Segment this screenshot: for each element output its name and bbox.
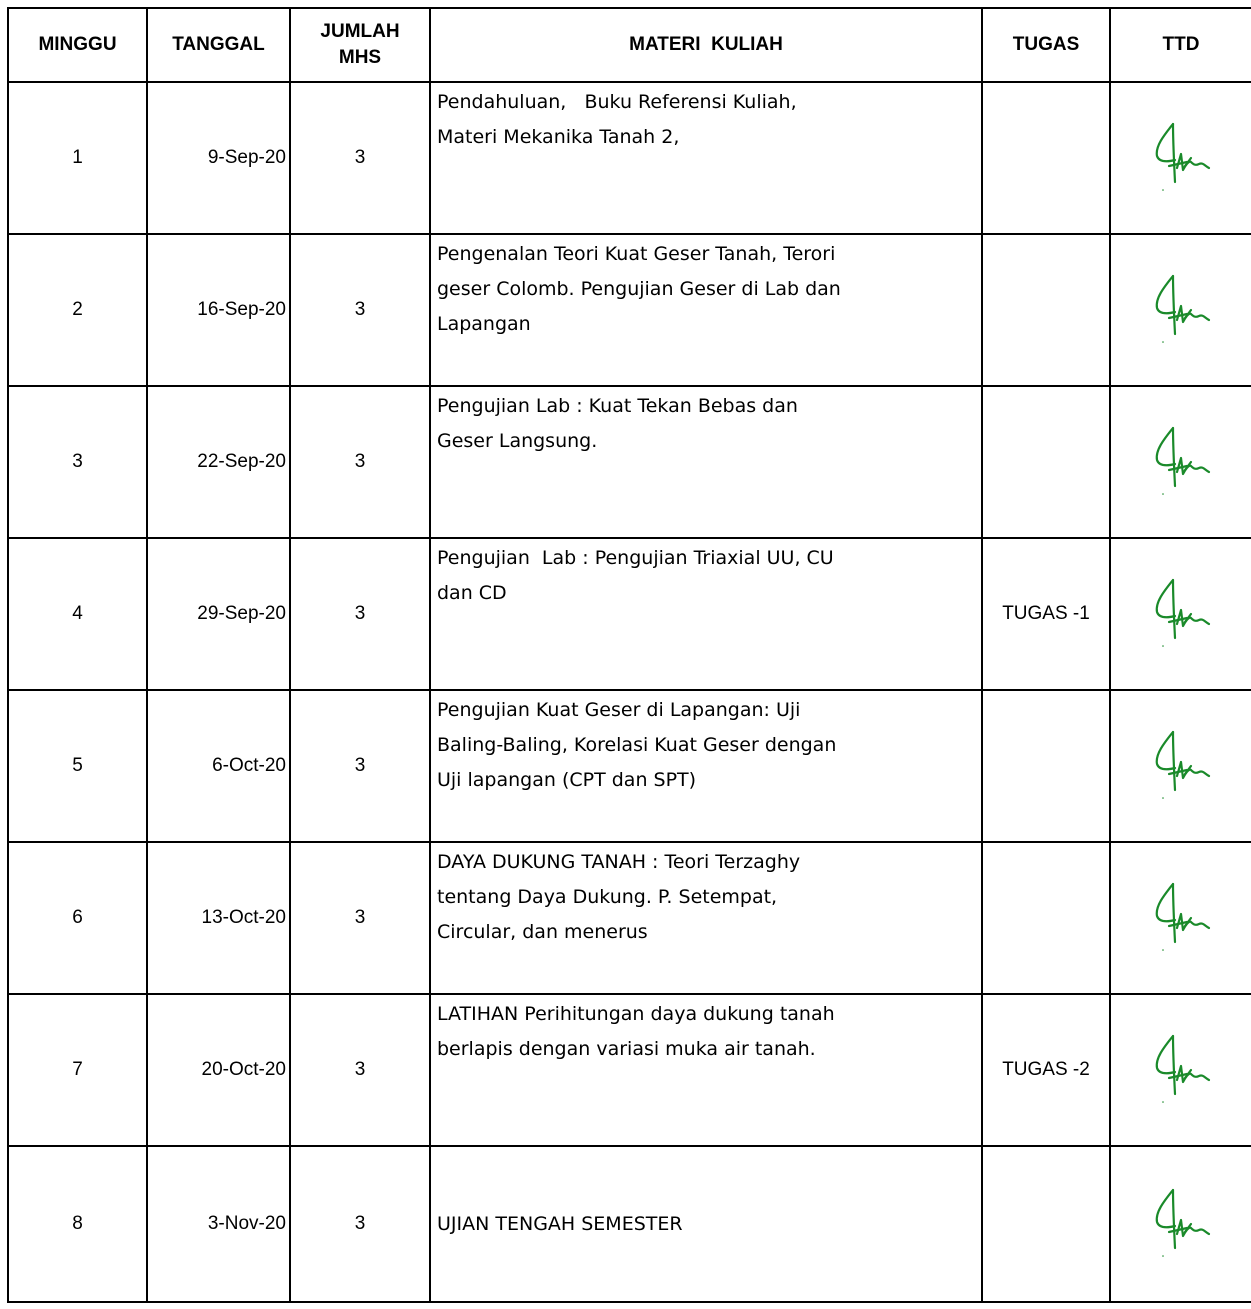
header-jumlah-line1: JUMLAH [320,21,400,42]
cell-minggu: 1 [8,82,147,234]
materi-line: dan CD [437,582,507,604]
table-row [8,842,1251,994]
cell-tugas [982,386,1110,538]
header-ttd: TTD [1110,8,1251,82]
attendance-sheet [7,7,1251,1303]
header-jumlah-mhs [290,8,430,82]
header-tugas: TUGAS [982,8,1110,82]
cell-tugas [982,842,1110,994]
signature-icon [1151,876,1211,956]
materi-line: DAYA DUKUNG TANAH : Teori Terzaghy [437,851,801,873]
materi-line: Circular, dan menerus [437,921,648,943]
cell-minggu: 5 [8,690,147,842]
cell-materi-kuliah [430,1146,982,1302]
materi-line: LATIHAN Perihitungan daya dukung tanah [437,1003,835,1025]
cell-jumlah-mhs: 3 [290,538,430,690]
materi-line: Pengujian Lab : Kuat Tekan Bebas dan [437,395,798,417]
table-row [8,386,1251,538]
materi-line: Pengujian Kuat Geser di Lapangan: Uji [437,699,801,721]
materi-line: Lapangan [437,313,531,335]
cell-tanggal: 3-Nov-20 [147,1146,290,1302]
header-row [8,8,1251,82]
materi-line: Pengujian Lab : Pengujian Triaxial UU, CU [437,547,834,569]
cell-jumlah-mhs: 3 [290,1146,430,1302]
table-row [8,994,1251,1146]
cell-ttd [1110,82,1251,234]
cell-tanggal: 6-Oct-20 [147,690,290,842]
cell-ttd [1110,386,1251,538]
cell-jumlah-mhs: 3 [290,234,430,386]
signature-icon [1151,724,1211,804]
cell-tugas [982,82,1110,234]
cell-minggu: 4 [8,538,147,690]
cell-materi-kuliah [430,842,982,994]
cell-jumlah-mhs: 3 [290,842,430,994]
cell-tugas: TUGAS -1 [982,538,1110,690]
materi-line: UJIAN TENGAH SEMESTER [437,1212,683,1235]
materi-line: Pendahuluan, Buku Referensi Kuliah, [437,91,797,113]
cell-tugas [982,1146,1110,1302]
cell-ttd [1110,994,1251,1146]
cell-minggu: 8 [8,1146,147,1302]
cell-materi-kuliah [430,538,982,690]
cell-materi-kuliah [430,82,982,234]
cell-minggu: 7 [8,994,147,1146]
signature-icon [1151,116,1211,196]
cell-jumlah-mhs: 3 [290,82,430,234]
signature-icon [1151,268,1211,348]
materi-line: Materi Mekanika Tanah 2, [437,126,680,148]
signature-icon [1151,1182,1211,1262]
cell-minggu: 2 [8,234,147,386]
cell-tugas [982,690,1110,842]
table-row [8,690,1251,842]
materi-line: Baling-Baling, Korelasi Kuat Geser dengan [437,734,837,756]
cell-ttd [1110,538,1251,690]
cell-ttd [1110,690,1251,842]
materi-line: geser Colomb. Pengujian Geser di Lab dan [437,278,841,300]
materi-line: Pengenalan Teori Kuat Geser Tanah, Terori [437,243,836,265]
materi-line: Uji lapangan (CPT dan SPT) [437,769,697,791]
header-materi-kuliah: MATERI KULIAH [430,8,982,82]
cell-tanggal: 13-Oct-20 [147,842,290,994]
cell-tanggal: 9-Sep-20 [147,82,290,234]
cell-materi-kuliah [430,386,982,538]
signature-icon [1151,1028,1211,1108]
cell-ttd [1110,842,1251,994]
signature-icon [1151,420,1211,500]
header-tanggal: TANGGAL [147,8,290,82]
cell-materi-kuliah [430,994,982,1146]
cell-jumlah-mhs: 3 [290,386,430,538]
cell-jumlah-mhs: 3 [290,994,430,1146]
cell-tugas: TUGAS -2 [982,994,1110,1146]
cell-tanggal: 22-Sep-20 [147,386,290,538]
lecture-log-table [7,7,1251,1303]
materi-line: berlapis dengan variasi muka air tanah. [437,1038,816,1060]
cell-ttd [1110,1146,1251,1302]
cell-minggu: 3 [8,386,147,538]
cell-tanggal: 20-Oct-20 [147,994,290,1146]
cell-materi-kuliah [430,234,982,386]
materi-line: Geser Langsung. [437,430,598,452]
header-jumlah-line2: MHS [338,47,382,68]
header-minggu: MINGGU [8,8,147,82]
cell-ttd [1110,234,1251,386]
table-row [8,82,1251,234]
cell-jumlah-mhs: 3 [290,690,430,842]
cell-materi-kuliah [430,690,982,842]
cell-minggu: 6 [8,842,147,994]
table-row [8,234,1251,386]
signature-icon [1151,572,1211,652]
materi-line: tentang Daya Dukung. P. Setempat, [437,886,778,908]
table-row [8,538,1251,690]
cell-tanggal: 16-Sep-20 [147,234,290,386]
table-row [8,1146,1251,1302]
cell-tugas [982,234,1110,386]
cell-tanggal: 29-Sep-20 [147,538,290,690]
